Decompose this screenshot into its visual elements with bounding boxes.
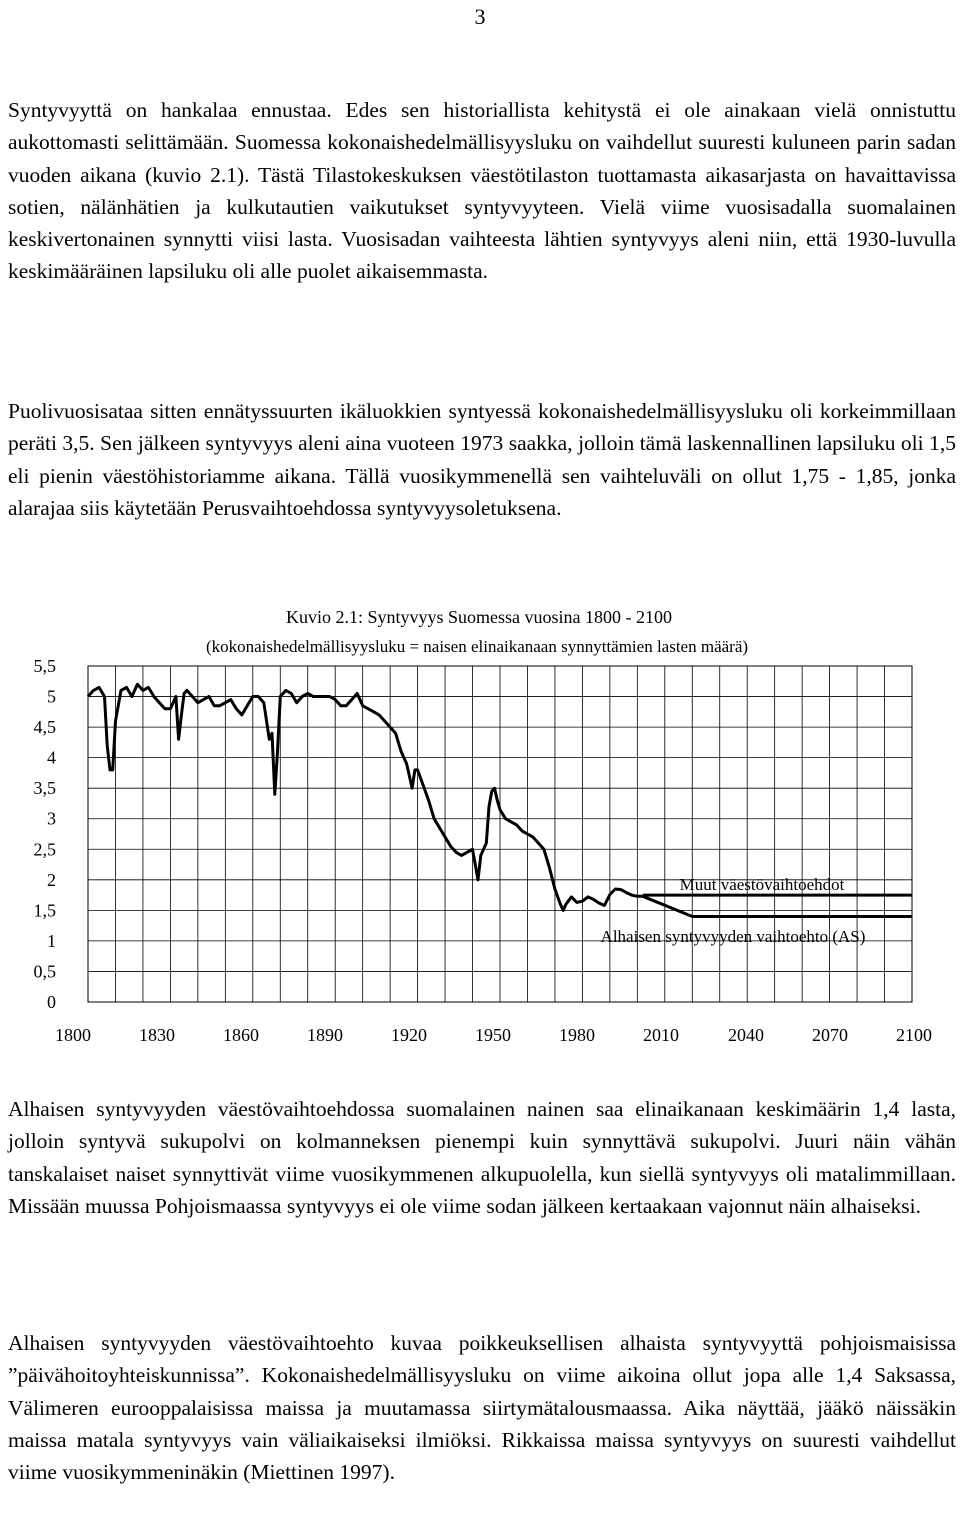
- y-tick-label: 2,5: [33, 839, 56, 860]
- y-tick-label: 3,5: [33, 778, 56, 799]
- x-tick-label: 1980: [559, 1025, 595, 1045]
- x-tick-label: 1950: [475, 1025, 511, 1045]
- chart-title: Kuvio 2.1: Syntyvyys Suomessa vuosina 1800 - 2100: [285, 607, 673, 627]
- series-line-historical: [88, 684, 643, 910]
- x-tick-label: 1800: [55, 1025, 91, 1045]
- x-tick-label: 2010: [643, 1025, 679, 1045]
- x-tick-label: 2040: [728, 1025, 764, 1045]
- x-tick-label: 1920: [391, 1025, 427, 1045]
- y-tick-label: 4: [47, 747, 56, 768]
- y-tick-label: 5,5: [33, 656, 56, 676]
- body-paragraph-4: Alhaisen syntyvyyden väestövaihtoehto kuvaa poikkeuksellisen alhaista syntyvyyttä pohjoismaisissa ”päivähoitoyhteiskunnissa”. Kokonaishedelmällisyysluku on viime aikoina ollut jopa alle 1,4 Saksassa, Välimeren eurooppalaisissa maissa ja muutamassa siirtymätalousmaassa. Aika näyttää, jääkö näissäkin maissa matala syntyvyys vain väliaikaiseksi ilmiöksi. Rikkaissa maissa syntyvyys on suuresti vaihdellut viime vuosikymmeninäkin (Miettinen 1997).: [8, 1331, 956, 1485]
- y-tick-label: 2: [47, 869, 56, 890]
- body-paragraph-2: Puolivuosisataa sitten ennätyssuurten ikäluokkien syntyessä kokonaishedelmällisyysluku oli korkeimmillaan peräti 3,5. Sen jälkeen syntyvyys aleni aina vuoteen 1973 saakka, jolloin tämä laskennallinen lapsiluku oli 1,5 eli pienin väestöhistoriamme aikana. Tällä vuosikymmenellä sen vaihteluväli on ollut 1,75 - 1,85, jonka alarajaa siis käytetään Perusvaihtoehdossa syntyvyysoletuksena.: [8, 399, 956, 520]
- y-tick-label: 5: [47, 686, 56, 707]
- annotation-alhaisen-syntyvyyden-vaihtoehto: Alhaisen syntyvyyden vaihtoehto (AS): [600, 927, 866, 946]
- figure-2-1: [0, 596, 960, 1066]
- x-tick-label: 1860: [223, 1025, 259, 1045]
- x-tick-label: 1830: [139, 1025, 175, 1045]
- series-line-alhaisen-syntyvyyden-vaihtoehto: [643, 896, 912, 916]
- y-tick-label: 3: [47, 808, 56, 829]
- page-number: 3: [474, 4, 486, 29]
- x-tick-label: 2100: [896, 1025, 932, 1045]
- y-tick-label: 4,5: [33, 717, 56, 738]
- y-tick-label: 0,5: [33, 961, 56, 982]
- fertility-chart: [0, 596, 960, 1066]
- chart-grid: [88, 666, 912, 1002]
- body-paragraph-1: Syntyvyyttä on hankalaa ennustaa. Edes sen historiallista kehitystä ei ole ainakaan vielä onnistuttu aukottomasti selittämään. Suomessa kokonaishedelmällisyysluku on vaihdellut suuresti kuluneen parin sadan vuoden aikana (kuvio 2.1). Tästä Tilastokeskuksen väestötilaston tuottamasta aikasarjasta on havaittavissa sotien, nälänhätien ja kulkutautien vaikutukset syntyvyyteen. Vielä viime vuosisadalla suomalainen keskivertonainen synnytti viisi lasta. Vuosisadan vaihteesta lähtien syntyvyys aleni niin, että 1930-luvulla keskimääräinen lapsiluku oli alle puolet aikaisemmasta.: [8, 98, 956, 284]
- y-tick-label: 1: [47, 930, 56, 951]
- x-tick-label: 2070: [812, 1025, 848, 1045]
- body-paragraph-3: Alhaisen syntyvyyden väestövaihtoehdossa suomalainen nainen saa elinaikanaan keskimäärin 1,4 lasta, jolloin syntyvä sukupolvi on kolmanneksen pienempi kuin synnyttävä sukupolvi. Juuri näin vähän tanskalaiset naiset synnyttivät viime vuosikymmenen alkupuolella, kun siellä syntyvyys oli matalimmillaan. Missään muussa Pohjoismaassa syntyvyys ei ole viime sodan jälkeen kertaakaan vajonnut näin alhaiseksi.: [8, 1097, 956, 1218]
- y-tick-label: 0: [47, 992, 56, 1012]
- y-axis-tick-labels: [34, 656, 57, 1012]
- x-axis-tick-labels: [55, 1025, 932, 1045]
- chart-subtitle: (kokonaishedelmällisyysluku = naisen elinaikanaan synnyttämien lasten määrä): [205, 637, 749, 656]
- annotation-muut-vaestovaihtoehdot: Muut väestövaihtoehdot: [679, 875, 845, 894]
- x-tick-label: 1890: [307, 1025, 343, 1045]
- y-tick-label: 1,5: [33, 900, 56, 921]
